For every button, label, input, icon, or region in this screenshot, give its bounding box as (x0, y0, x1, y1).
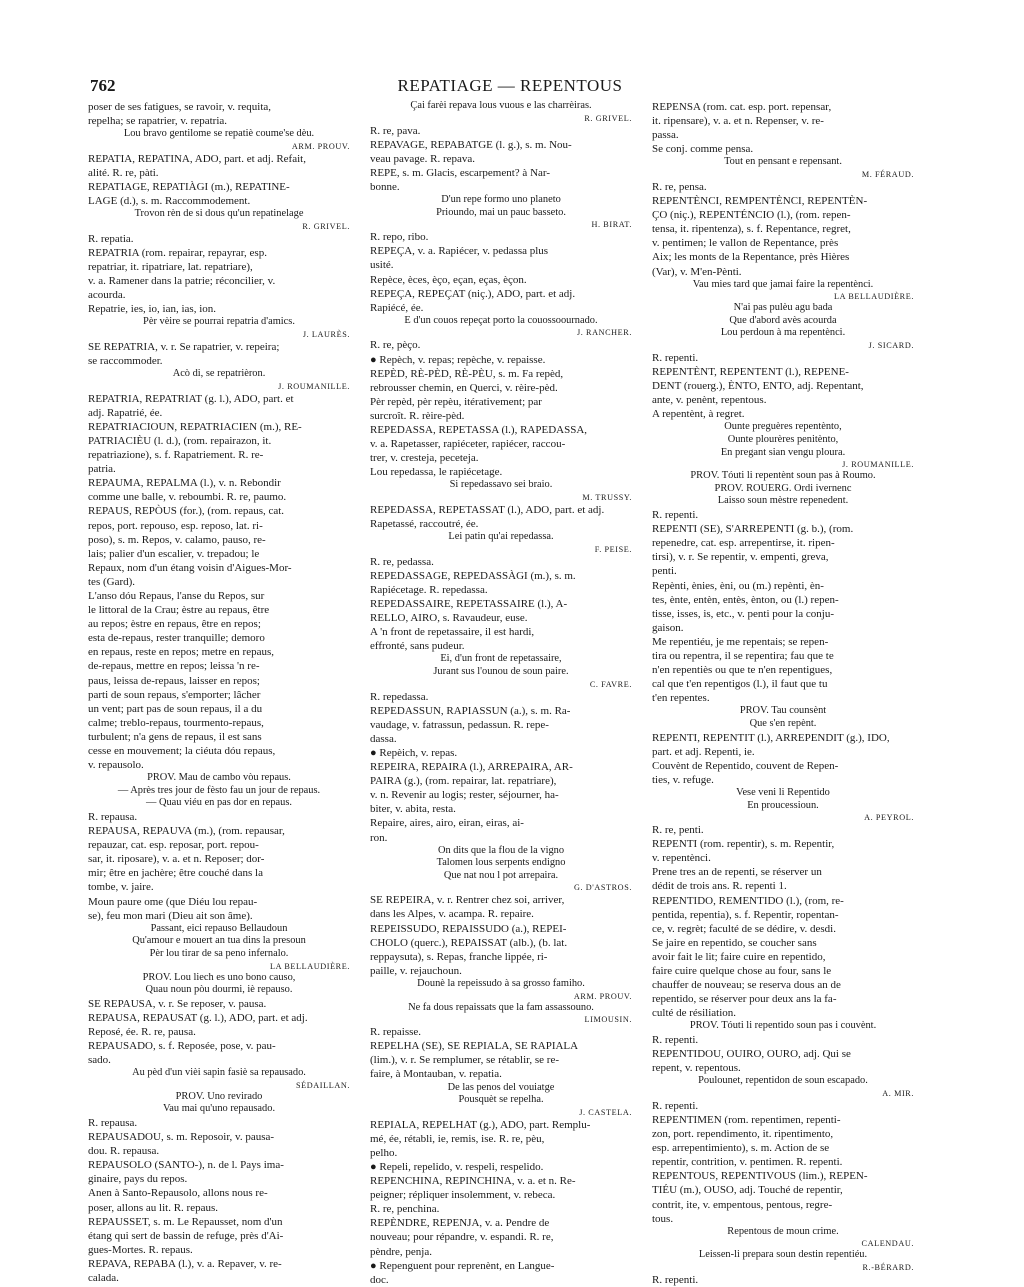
quotation-attribution: R. GRIVEL. (584, 113, 632, 123)
quotation-attribution: J. ROUMANILLE. (278, 381, 350, 391)
column-1 (88, 100, 350, 1284)
page-number: 762 (90, 76, 116, 95)
entry-paragraph: R. repedassa. REPEDASSUN, RAPIASSUN (a.), s. m. Ra- vaudage, v. fatrassun, pedassun. R. repe- dassa. ● Repèich, v. repas. REPEIRA, REPAIRA (l.), ARREPAIRA, AR- PAIRA (g.), (rom. repairar, lat. repatriare), v. n. Revenir au logis; rester, séjourner, ha- biter, v. abita, resta. Repaire, aires, airo, eiran, eiras, ai- ron. (370, 690, 573, 844)
quotation: Vese veni li Repentido En proucessioun. (736, 786, 830, 811)
quotation: D'un repe formo uno planeto Prioundo, mai un pauc basseto. (436, 194, 566, 218)
quotation-attribution: ARM. PROUV. (291, 141, 350, 151)
quotation: Pèr vèire se pourrai repatria d'amics. (143, 316, 295, 328)
entry-paragraph: REPENTI, REPENTIT (l.), ARREPENDIT (g.), IDO, part. et adj. Repenti, ie. Couvènt de Repentido, couvent de Repen- ties, v. refuge. (652, 731, 890, 786)
entry-paragraph: R. repenti. REPENTIMEN (rom. repentimen, repenti- zon, port. rependimento, it. ripentimento, esp. arrepentimiento), s. m. Action de se repentir, contrition, v. pentimen. R. repenti. REPENTOUS, REPENTIVOUS (lim.), REPEN- TIÉU (m.), OUSO, adj. Touché de repentir, contrit, ite, v. empentous, pentous, regre- tous. (652, 1099, 868, 1225)
quotation-attribution: J. CASTELA. (579, 1107, 632, 1117)
quotation: Poulounet, repentidon de soun escapado. (698, 1075, 868, 1087)
quotation-attribution: SÉDAILLAN. (296, 1080, 350, 1090)
entry-paragraph: R. repausa. REPAUSADOU, s. m. Reposoir, v. pausa- dou. R. repausa. REPAUSOLO (SANTO-), n. de l. Pays ima- ginaire, pays du repos. Anen à Santo-Repausolo, allons nous re- poser, allons au lit. R. repaus. REPAUSSET, s. m. Le Repausset, nom d'un étang qui sert de bassin de refuge, près d'Ai- gues-Mortes. R. repaus. REPAVA, REPABA (l.), v. a. Repaver, v. re- calada. (88, 1116, 284, 1284)
quotation: Vau mies tard que jamai faire la repentènci. (692, 278, 874, 290)
entry-paragraph: R. repenti. REPENTI (SE), S'ARREPENTI (g. b.), (rom. repenedre, cat. esp. arrepentirse, it. ripen- tirsi), v. r. Se repentir, v. empenti, greva, penti. Repènti, ènies, èni, ou (m.) repènti, èn- tes, ènte, entèn, entès, ènton, ou (l.) repen- tisse, isses, is, etc., v. penti pour la conju- gaison. Me repentiéu, je me repentais; se repen- tira ou repentra, il se repentira; fau que te n'en repentiès ou que te n'en repentigues, cal que t'en repentigos (l.), il faut que tu t'en repentes. (652, 509, 854, 705)
quotation: PROV. Tóuti li repentido soun pas i couvènt. (689, 1020, 877, 1032)
quotation-attribution: A. PEYROL. (864, 813, 914, 823)
entry-paragraph: R. repenti. (652, 1273, 699, 1286)
quotation-attribution: H. BIRAT. (591, 220, 632, 230)
entry-paragraph: R. re, pava. REPAVAGE, REPABATGE (l. g.), s. m. Nou- veau pavage. R. repava. REPE, s. m. Glacis, escarpement? à Nar- bonne. (370, 124, 572, 193)
quotation: Ne fa dous repaissats que la fam assassouno. (408, 1001, 594, 1013)
quotation-attribution: ARM. PROUV. (573, 991, 632, 1001)
quotation-attribution: M. FÉRAUD. (861, 169, 914, 179)
entry-paragraph: R. re, pedassa. REPEDASSAGE, REPEDASSÀGI (m.), s. m. Rapiécetage. R. repedassa. REPEDASSAIRE, REPETASSAIRE (l.), A- RELLO, AIRO, s. Ravaudeur, euse. A 'n front de repetassaire, il est hardi, effronté, sans pudeur. (370, 555, 576, 653)
entry-paragraph: REPEDASSA, REPETASSAT (l.), ADO, part. et adj. Rapetassé, raccoutré, ée. (370, 503, 605, 531)
quotation: PROV. Tóuti li repentènt soun pas à Roumo. PROV. ROUERG. Ordi ivernenc Laisso soun mèstre repenedent. (690, 470, 876, 507)
quotation: Acò di, se repatrièron. (172, 368, 266, 380)
quotation-attribution: LIMOUSIN. (584, 1015, 632, 1025)
quotation: Trovon rèn de si dous qu'un repatinelage (134, 208, 304, 220)
entry-paragraph: R. repausa. REPAUSA, REPAUVA (m.), (rom. repausar, repauzar, cat. esp. reposar, port. repou- sar, it. riposare), v. a. et n. Reposer; dor- mir; être en jachère; être couché dans la tombe, v. jaire. Moun paure ome (que Diéu lou repau- se), feu mon mari (Dieu ait son âme). (88, 811, 285, 922)
entry-paragraph: R. repenti. REPENTÈNT, REPENTENT (l.), REPENE- DENT (rouerg.), ÈNTO, ENTO, adj. Repentant, ante, v. penènt, repentous. A repentènt, à regret. (652, 352, 864, 421)
quotation: On dits que la flou de la vigno Talomen lous serpents endigno Que nat nou l pot arrepaira. (436, 844, 566, 881)
quotation-attribution: A. MIR. (882, 1088, 914, 1098)
quotation: Leissen-li prepara soun destin repentiéu. (698, 1249, 868, 1261)
quotation: Repentous de moun crime. (727, 1225, 839, 1237)
quotation-attribution: C. FAVRE. (589, 679, 632, 689)
quotation-attribution: CALENDAU. (861, 1239, 914, 1249)
entry-paragraph: REPENSA (rom. cat. esp. port. repensar, it. ripensare), v. a. et n. Repenser, v. re- passa. Se conj. comme pensa. (652, 101, 832, 156)
quotation-attribution: G. D'ASTROS. (573, 883, 632, 893)
quotation: PROV. Tau counsènt Que s'en repènt. (739, 705, 827, 729)
quotation: Dounè la repeissudo à sa grosso famiho. (417, 977, 585, 989)
quotation: Ei, d'un front de repetassaire, Jurant sus l'ounou de soun paire. (433, 653, 569, 677)
quotation-attribution: LA BELLAUDIÈRE. (270, 961, 350, 971)
entry-paragraph: SE REPEIRA, v. r. Rentrer chez soi, arriver, dans les Alpes, v. acampa. R. repaire. REPEISSUDO, REPAISSUDO (a.), REPEI- CHOLO (querc.), REPAISSAT (alb.), (b. lat. reppaysuta), s. Repas, franche lippée, ri- paille, v. rejauchoun. (370, 894, 568, 977)
quotation: PROV. Lou liech es uno bono causo, Quau noun pòu dourmi, iè repauso. (142, 971, 296, 996)
entry-paragraph: R. repo, ribo. REPEÇA, v. a. Rapiécer, v. pedassa plus usité. Repèce, èces, èço, eçan, eças, èçon. REPEÇA, REPEÇAT (niç.), ADO, part. et adj. Rapiécé, ée. (370, 231, 576, 314)
quotation: Ounte preguères repentènto, Ounte plourères penitènto, En pregant sian vengu ploura. (720, 421, 846, 458)
quotation-attribution: R.-BÉRARD. (862, 1262, 914, 1272)
running-title: REPATIAGE — REPENTOUS (397, 76, 623, 95)
entry-paragraph: R. repatia. REPATRIA (rom. repairar, repayrar, esp. repatriar, it. ripatriare, lat. repatriare), v. a. Ramener dans la patrie; réconcilier, v. acourda. Repatrie, ies, io, ian, ias, ion. (88, 232, 276, 316)
quotation-attribution: J. ROUMANILLE. (842, 460, 914, 470)
quotation: PROV. Mau de cambo vòu repaus. — Après tres jour de fèsto fau un jour de repaus. — Quau viéu en pas dor en repaus. (117, 772, 321, 809)
quotation-attribution: J. RANCHER. (576, 328, 632, 338)
entry-paragraph: R. re, pensa. REPENTÈNCI, REMPENTÈNCI, REPENTÈN- ÇO (niç.), REPENTÉNCIO (l.), (rom. repen- tensa, it. ripentenza), s. f. Repentance, regret, v. pentimen; le vallon de Repentance, près Aix; les monts de la Repentance, près Hières (Var), v. M'en-Pènti. (652, 180, 868, 278)
quotation: N'ai pas pulèu agu bada Que d'abord avès acourda Lou perdoun à ma repentènci. (720, 302, 846, 339)
entry-paragraph: R. re, penti. REPENTI (rom. repentir), s. m. Repentir, v. repentènci. Prene tres an de repenti, se réserver un dédit de trois ans. R. repenti 1. REPENTIDO, REMENTIDO (l.), (rom, re- pentida, repentia), s. f. Repentir, ropentan- ce, v. regrèt; faculté de se dédire, v. desdi. Se jaire en repentido, se coucher sans avoir fait le lit; faire cuire en repentido, faire cuire quelque chose au four, sans le chauffer de nouveau; se reserva dous an de repentido, se réserver pour deux ans la fa- culté de résiliation. (652, 824, 844, 1020)
quotation: PROV. Uno revirado Vau mai qu'uno repausado. (162, 1090, 276, 1115)
quotation-attribution: M. TRUSSY. (582, 492, 632, 502)
quotation-attribution: J. LAURÈS. (302, 329, 350, 339)
entry-paragraph: REPATIA, REPATINA, ADO, part. et adj. Refait, alité. R. re, pàti. (88, 152, 306, 179)
entry-paragraph: REPATIAGE, REPATIÀGI (m.), REPATINE- LAGE (d.), s. m. Raccommodement. (88, 180, 290, 208)
entry-paragraph: SE REPATRIA, v. r. Se rapatrier, v. repeira; se raccommoder. (88, 340, 280, 367)
quotation: E d'un couos repeçat porto la couossoournado. (404, 314, 598, 326)
entry-paragraph: REPATRIA, REPATRIAT (g. l.), ADO, part. et adj. Rapatrié, ée. REPATRIACIOUN, REPATRIACIEN (m.), RE- PATRIACIÈU (l. d.), (rom. repairazon, it. repatriazione), s. f. Rapatriement. R. re- patria. REPAUMA, REPALMA (l.), v. n. Rebondir comme une balle, v. reboumbi. R. re, paumo. REPAUS, REPÒUS (for.), (rom. repaus, cat. repos, port. repouso, esp. reposo, lat. ri- poso), s. m. Repos, v. calamo, pauso, re- lais; palier d'un escalier, v. trepadou; le Repaux, nom d'un étang voisin d'Aigues-Mor- tes (Gard). L'anso dóu Repaus, l'anse du Repos, sur le littoral de la Crau; èstre au repaus, être au repos; èstre en repaus, être en repos; esta de-repaus, rester tranquille; demoro en repaus, reste en repos; metre en repaus, de-repaus, mettre en repos; leissa 'n re- paus, leissa de-repaus, laisser en repos; parti de soun repaus, s'emporter; lâcher un vent; part pas de soun repaus, il a du calme; treblo-repaus, tourmento-repaus, turbulent; n'a gens de repaus, il est sans cesse en mouvement; la ciéuta dóu repaus, v. repausolo. (88, 392, 302, 772)
entry-paragraph: R. re, pèço. ● Repèch, v. repas; repèche, v. repaisse. REPÈD, RÈ-PÈD, RÈ-PÈU, s. m. Fa repèd, rebrousser chemin, en Querci, v. rèire-pèd. Pèr repèd, pèr repèu, itérativement; par surcroît. R. rèire-pèd. REPEDASSA, REPETASSA (l.), RAPEDASSA, v. a. Rapetasser, rapiéceter, rapiécer, raccou- trer, v. cresteja, peceteja. Lou repedassa, le rapiécetage. (370, 339, 588, 479)
quotation: Passant, eici repauso Bellaudoun Qu'amour e mouert an tua dins la presoun Pèr lou tirar de sa peno infernalo. (132, 922, 306, 959)
entry-paragraph: R. repenti. REPENTIDOU, OUIRO, OURO, adj. Qui se repent, v. repentous. (652, 1034, 851, 1075)
quotation: Lou bravo gentilome se repatiè coume'se dèu. (123, 128, 315, 140)
quotation: Lei patin qu'ai repedassa. (448, 531, 554, 543)
quotation-attribution: F. PEISE. (594, 544, 632, 554)
column-2 (370, 100, 632, 1286)
entry-paragraph: SE REPAUSA, v. r. Se reposer, v. pausa. REPAUSA, REPAUSAT (g. l.), ADO, part. et adj. Reposé, ée. R. re, pausa. REPAUSADO, s. f. Reposée, pose, v. pau- sado. (88, 997, 308, 1067)
entry-paragraph: poser de ses fatigues, se ravoir, v. requita, repelha; se rapatrier, v. repatria. (88, 101, 272, 128)
quotation: Au pèd d'un vièi sapin fasiè sa repausado. (132, 1067, 306, 1079)
quotation: Çai farèi repava lous vuous e las charrèiras. (410, 100, 592, 111)
quotation-attribution: LA BELLAUDIÈRE. (834, 292, 914, 302)
column-3 (652, 100, 914, 1286)
quotation-attribution: R. GRIVEL. (302, 221, 350, 231)
quotation: Tout en pensant e repensant. (724, 156, 842, 168)
quotation: De las penos del vouiatge Pousquèt se repelha. (447, 1081, 555, 1106)
quotation: Si repedassavo sei braio. (449, 479, 553, 491)
entry-paragraph: REPIALA, REPELHAT (g.), ADO, part. Remplu- mé, ée, rétabli, ie, remis, ise. R. re, pèu, pelho. ● Repeli, repelido, v. respeli, respelido. REPENCHINA, REPINCHINA, v. a. et n. Re- peigner; répliquer insolemment, v. rebeca. R. re, penchina. REPÈNDRE, REPENJA, v. a. Pendre de nouveau; pour répandre, v. espandi. R. re, pèndre, penja. ● Repenguent pour reprenènt, en Langue- doc. (370, 1118, 591, 1286)
dictionary-columns (88, 100, 914, 1286)
entry-paragraph: R. repaisse. REPELHA (SE), SE REPIALA, SE RAPIALA (lim.), v. r. Se remplumer, se rétablir, se re- faire, à Montauban, v. repatia. (370, 1026, 579, 1081)
quotation-attribution: J. SICARD. (868, 341, 914, 350)
